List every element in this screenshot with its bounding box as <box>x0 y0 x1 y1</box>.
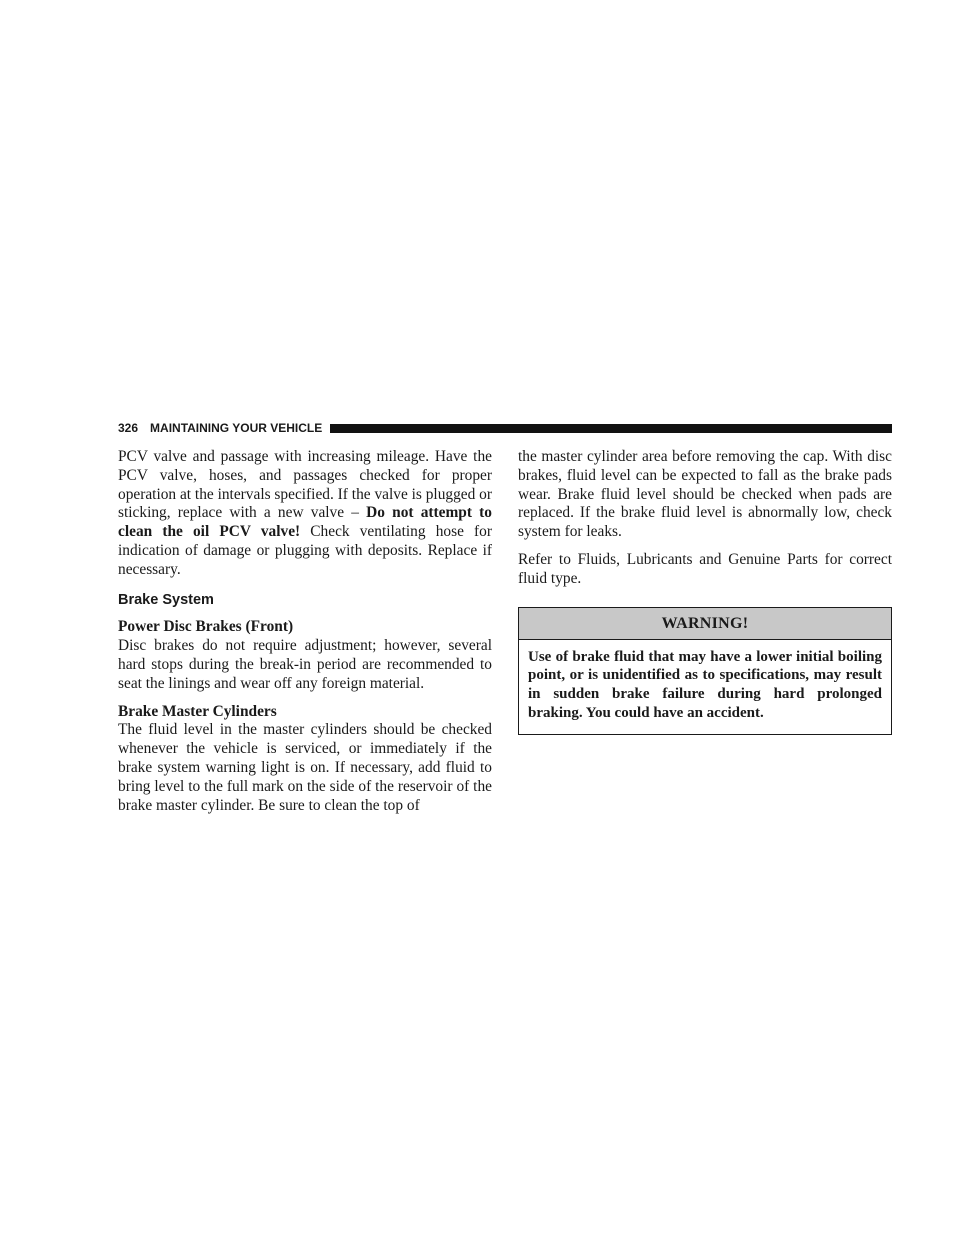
pcv-text-end: Check ventilating hose for indication of damage or plugging with deposits. Replace if necessary. <box>118 523 492 578</box>
disc-brakes-paragraph: Disc brakes do not require adjustment; however, several hard stops during the break-in period are recommended to seat the linings and wear off any foreign material. <box>118 637 492 692</box>
section-title: MAINTAINING YOUR VEHICLE <box>150 421 323 435</box>
warning-box <box>518 607 892 735</box>
disc-brakes-heading: Power Disc Brakes (Front) <box>118 618 294 636</box>
pcv-paragraph <box>118 448 492 580</box>
master-cylinders-heading: Brake Master Cylinders <box>118 702 277 720</box>
page-number: 326 <box>118 421 139 435</box>
pcv-emphasis: Do not attempt to clean the oil PCV valve! <box>118 504 492 541</box>
pcv-text-start: PCV valve and passage with increasing mileage. Have the PCV valve, hoses, and passages checked for proper operation at the intervals specified. If the valve is plugged or sticking, replace with a new valve – <box>118 448 492 522</box>
right-column <box>518 448 892 735</box>
warning-title: WARNING! <box>519 608 891 640</box>
warning-text: Use of brake fluid that may have a lower initial boiling point, or is unidentified as to specifications, may result in sudden brake failure during hard prolonged braking. You could have an accident. <box>528 648 882 721</box>
header-rule <box>330 424 892 433</box>
master-cylinders-paragraph: The fluid level in the master cylinders should be checked whenever the vehicle is serviced, or immediately if the brake system warning light is on. If necessary, add fluid to bring level to the full mark on the side of the reservoir of the brake master cylinder. Be sure to clean the top of <box>118 721 492 814</box>
page-header <box>118 420 892 436</box>
master-cylinder-continued-paragraph: the master cylinder area before removing the cap. With disc brakes, fluid level can be expected to fall as the brake pads wear. Brake fluid level should be checked when pads are replaced. If the brake fluid level is abnormally low, check system for leaks. <box>518 448 892 541</box>
brake-system-heading: Brake System <box>118 591 214 608</box>
refer-fluids-paragraph: Refer to Fluids, Lubricants and Genuine Parts for correct fluid type. <box>518 550 892 587</box>
left-column <box>118 448 492 815</box>
